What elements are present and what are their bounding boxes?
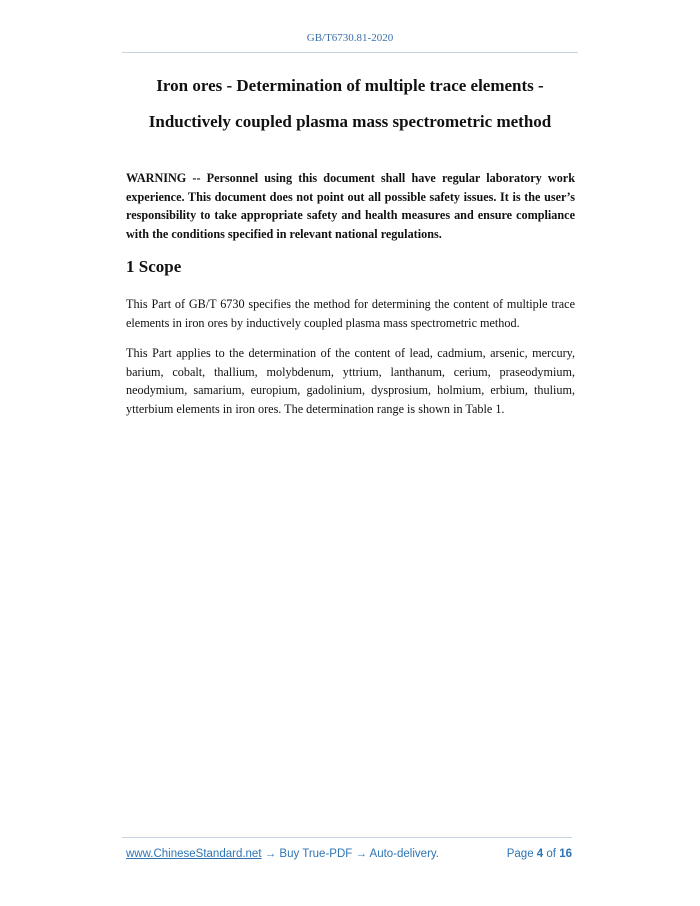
footer-divider — [122, 837, 572, 838]
document-code-header: GB/T6730.81-2020 — [306, 32, 394, 44]
document-title-line-1: Iron ores - Determination of multiple trace elements - — [156, 76, 544, 95]
chinesestandard-link[interactable]: www.ChineseStandard.net — [126, 848, 262, 860]
section-heading-scope: 1 Scope — [126, 257, 182, 276]
warning-paragraph: WARNING -- Personnel using this document shall have regular laboratory work experience. This document does not point out all possible safety issues. It is the user’s responsibility to take appropriate safety and health measures and ensure compliance with the conditions specified in relevant national regulations. — [126, 171, 575, 241]
scope-paragraph-1: This Part of GB/T 6730 specifies the method for determining the content of multiple trace elements in iron ores by inductively coupled plasma mass spectrometric method. — [126, 297, 575, 330]
page-number — [507, 848, 572, 860]
page-of-label: of — [546, 848, 556, 860]
scope-paragraph-2: This Part applies to the determination of the content of lead, cadmium, arsenic, mercury, barium, cobalt, thallium, molybdenum, yttrium, lanthanum, cerium, praseodymium, neodymium, samarium, europium, gadolinium, dysprosium, holmium, erbium, thulium, ytterbium elements in iron ores. The determination range is shown in Table 1. — [126, 346, 575, 416]
footer-promo — [126, 848, 439, 860]
page-total: 16 — [559, 848, 572, 860]
page-label: Page — [506, 848, 534, 860]
footer-tagline: → Buy True-PDF → Auto-delivery. — [261, 848, 439, 860]
page-current: 4 — [536, 848, 544, 860]
header-divider — [122, 52, 578, 53]
document-title-line-2: Inductively coupled plasma mass spectrometric method — [148, 112, 552, 131]
